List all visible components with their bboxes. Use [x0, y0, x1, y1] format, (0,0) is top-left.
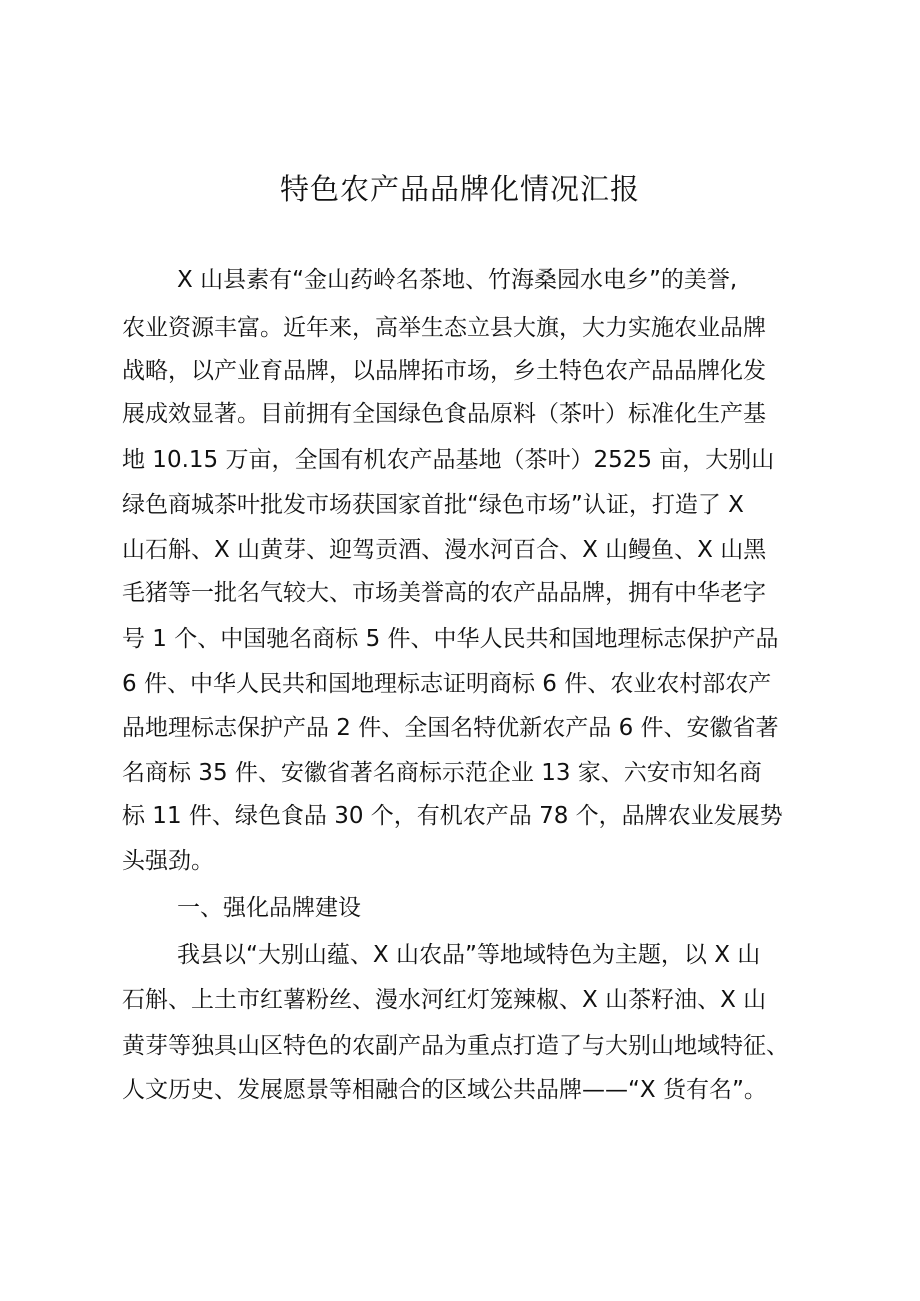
paragraph-line: 石斛、上土市红薯粉丝、漫水河红灯笼辣椒、X 山茶籽油、X 山	[122, 987, 767, 1013]
document-title: 特色农产品品牌化情况汇报	[279, 172, 640, 206]
paragraph-line: 农业资源丰富。近年来，高举生态立县大旗，大力实施农业品牌	[122, 315, 766, 341]
paragraph-line: 绿色商城茶叶批发市场获国家首批“绿色市场”认证，打造了 X	[122, 492, 744, 518]
paragraph-line: 展成效显著。目前拥有全国绿色食品原料（茶叶）标准化生产基	[122, 401, 766, 427]
paragraph-line: 品地理标志保护产品 2 件、全国名特优新农产品 6 件、安徽省著	[122, 715, 779, 741]
paragraph-line: 山石斛、X 山黄芽、迎驾贡酒、漫水河百合、X 山鳗鱼、X 山黑	[122, 537, 767, 563]
section-heading: 一、强化品牌建设	[177, 895, 361, 921]
paragraph-line: 号 1 个、中国驰名商标 5 件、中华人民共和国地理标志保护产品	[122, 626, 779, 652]
paragraph-line: 6 件、中华人民共和国地理标志证明商标 6 件、农业农村部农产	[122, 671, 772, 697]
paragraph-line: 名商标 35 件、安徽省著名商标示范企业 13 家、六安市知名商	[122, 760, 762, 786]
paragraph-line: 战略，以产业育品牌，以品牌拓市场，乡土特色农产品品牌化发	[122, 358, 766, 384]
paragraph-line: 头强劲。	[122, 848, 214, 874]
paragraph-line: 地 10.15 万亩，全国有机农产品基地（茶叶）2525 亩，大别山	[122, 447, 775, 473]
paragraph-line: 黄芽等独具山区特色的农副产品为重点打造了与大别山地域特征、	[122, 1033, 789, 1059]
paragraph-line: 标 11 件、绿色食品 30 个，有机农产品 78 个，品牌农业发展势	[122, 803, 783, 829]
paragraph-line: 我县以“大别山蕴、X 山农品”等地域特色为主题，以 X 山	[177, 942, 761, 968]
paragraph-line: X 山县素有“金山药岭名茶地、竹海桑园水电乡”的美誉,	[177, 267, 738, 293]
paragraph-line: 毛猪等一批名气较大、市场美誉高的农产品品牌，拥有中华老字	[122, 580, 766, 606]
paragraph-line: 人文历史、发展愿景等相融合的区域公共品牌——“X 货有名”。	[122, 1077, 767, 1103]
